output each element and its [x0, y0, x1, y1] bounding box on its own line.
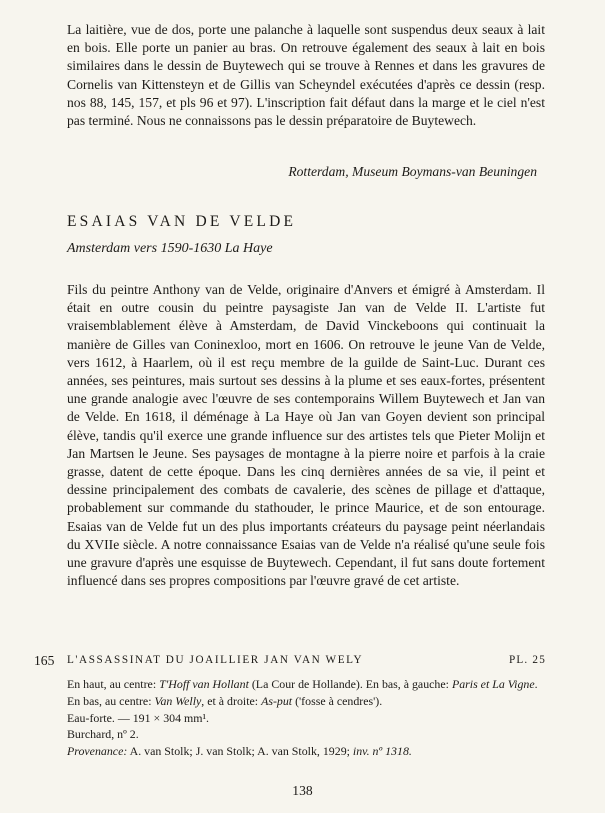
inscription-part: ('fosse à cendres').: [292, 693, 383, 708]
provenance-label: Provenance:: [67, 744, 128, 759]
inscription-part: , et à droite:: [201, 693, 262, 708]
catalogue-details: [67, 676, 545, 760]
collection-location: Rotterdam, Museum Boymans-van Beuningen: [288, 164, 537, 179]
provenance-text: A. van Stolk; J. van Stolk; A. van Stolk, 1929;: [127, 744, 353, 759]
inscription-part: Paris et La Vigne: [451, 677, 535, 691]
inventory-number: inv. nº 1318.: [352, 744, 412, 759]
catalogue-number: 165: [34, 653, 55, 668]
catalogue-title: L'ASSASSINAT DU JOAILLIER JAN VAN WELY: [67, 654, 364, 666]
inscription-part: T'Hoff van Hollant: [159, 677, 249, 691]
artist-dates: Amsterdam vers 1590-1630 La Haye: [67, 241, 273, 256]
intro-paragraph: La laitière, vue de dos, porte une palanche à laquelle sont suspendus deux seaux à lait en bois. Elle porte un panier au bras. On retrouve également des seaux à lait en bois similaires dans le dessin de Buytewech qui se trouve à Rennes et dans les gravures de Cornelis van Kittensteyn et de Gillis van Scheyndel exécutées d'après ce dessin (resp. nos 88, 145, 157, et pls 96 et 97). L'inscription fait défaut dans la marge et le ciel n'est pas terminé. Nous ne connaissons pas le dessin préparatoire de Buytewech.: [67, 22, 545, 129]
plate-reference: PL. 25: [508, 654, 546, 666]
inscription-part: Van Welly: [154, 693, 202, 708]
biography-paragraph: Fils du peintre Anthony van de Velde, originaire d'Anvers et émigré à Amsterdam. Il était en outre cousin du peintre paysagiste Jan van de Velde II. L'artiste fut vraisemblablement élève à Amsterdam, de David Vinckeboons qui continuait la manière de Gilles van Coninexloo, mort en 1606. On retrouve le jeune Van de Velde, vers 1612, à Haarlem, où il est reçu membre de la guilde de Saint-Luc. Durant ces années, ses peintures, mais surtout ses dessins à la plume et ses eaux-fortes, présentent une grande analogie avec l'œuvre de ses contemporains Willem Buytewech et Jan van de Velde. En 1618, il déménage à La Haye où Jan van Goyen devient son principal élève, tandis qu'il exerce une grande influence sur des artistes tels que Pieter Molijn et Jan Martsen le Jeune. Ses paysages de montagne à la pierre noire et parfois à la craie grasse, datent de cette époque. Dans les cinq dernières années de sa vie, il peint et dessine principalement des combats de cavalerie, des scènes de pillage et d'attaque, probablement sur commande du stathouder, le prince Maurice, et de son entourage. Esaias van de Velde fut un des plus importants créateurs du paysage peint néerlandais du XVIIe siècle. A notre connaissance Esaias van de Velde n'a réalisé qu'une seule fois une gravure d'après une esquisse de Buytewech. Cependant, il fut sans doute fortement influencé dans ses propres compositions par l'œuvre gravé de cet artiste.: [67, 282, 545, 589]
artist-heading: ESAIAS VAN DE VELDE: [67, 213, 297, 230]
reference-line: Burchard, nº 2.: [67, 727, 139, 742]
inscription-line: [67, 676, 545, 710]
inscription-part: En haut, au centre:: [67, 677, 160, 691]
inscription-part: As-put: [261, 693, 293, 708]
page-number: 138: [292, 783, 313, 798]
provenance-line: [67, 743, 545, 760]
inscription-part: (La Cour de Hollande). En bas, à gauche:: [248, 677, 452, 691]
technique-line: Eau-forte. — 191 × 304 mm¹.: [67, 710, 210, 725]
inscription-part: . En bas, au centre:: [67, 677, 538, 708]
